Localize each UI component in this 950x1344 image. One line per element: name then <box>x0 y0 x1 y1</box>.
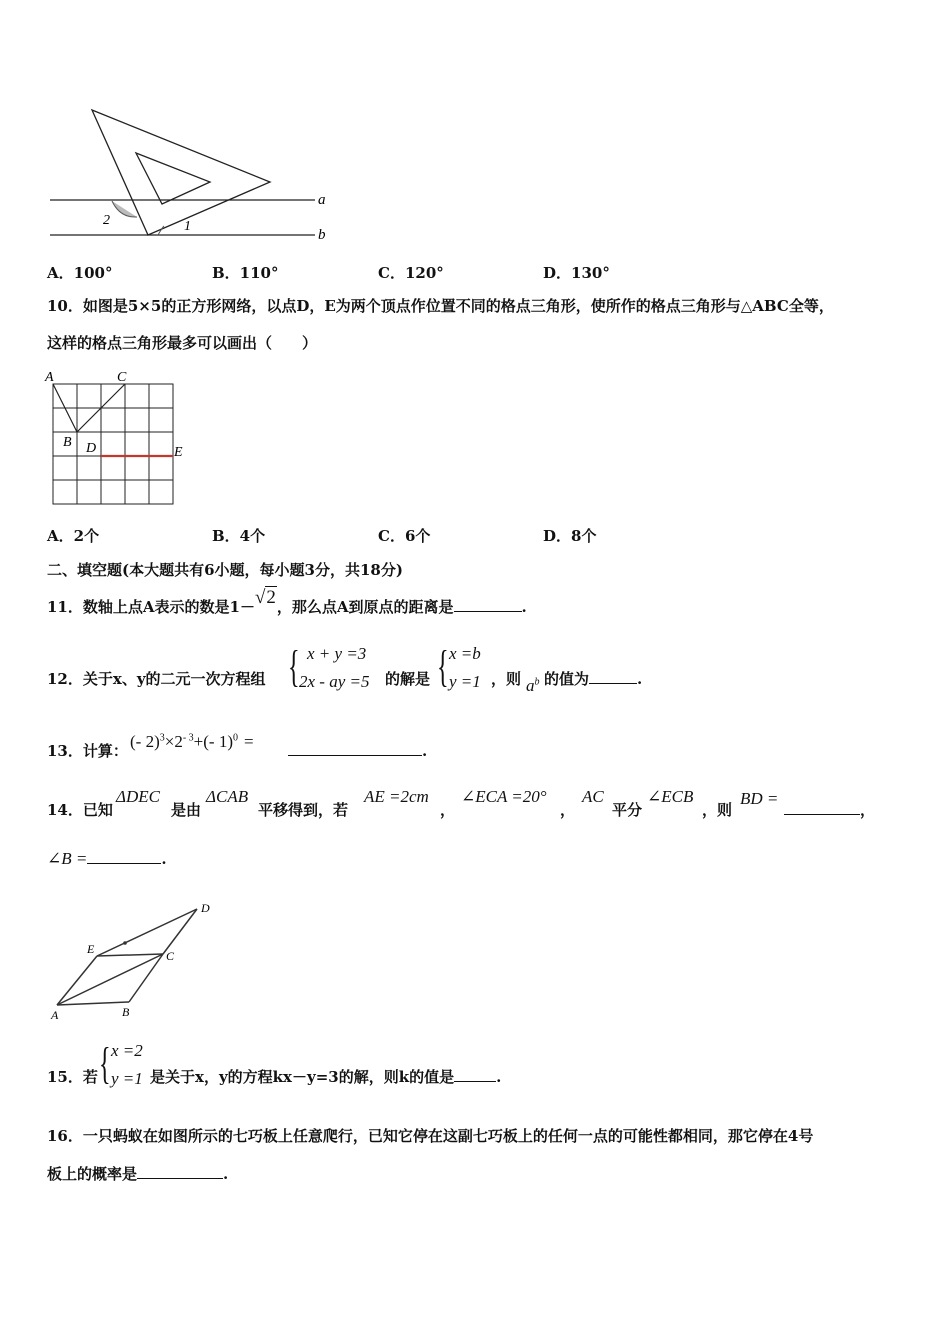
triangle-ruler-outer <box>92 110 270 235</box>
q9-option-d: D．130° <box>543 264 610 282</box>
q11-prefix: 11．数轴上点A表示的数是1－ <box>47 598 255 616</box>
segment-ae <box>57 956 97 1005</box>
q14-figure <box>45 898 225 1023</box>
label-B: B <box>63 435 72 450</box>
label-C: C <box>117 370 127 385</box>
label-D: D <box>86 441 97 456</box>
q13-exp2: - 3 <box>182 732 194 744</box>
q14-w3: 平分 <box>612 801 643 819</box>
q12-solution-brace: { <box>437 642 449 691</box>
q14-comma3: ， <box>860 801 876 819</box>
q16-line2-text: 板上的概率是 <box>47 1165 138 1183</box>
label-A: A <box>45 370 54 385</box>
q13-prefix: 13．计算： <box>47 742 128 760</box>
q11-end: . <box>521 598 527 616</box>
segment-ac <box>57 954 163 1005</box>
q11-suffix: ，那么点A到原点的距离是 <box>276 598 454 616</box>
q14-cond-eca: ∠ECA =20° <box>461 787 547 806</box>
q14-bd: BD = <box>740 789 779 808</box>
q12-suffix: 的值为 <box>544 670 590 688</box>
q14-prefix: 14．已知 <box>47 801 113 819</box>
q14-blank2[interactable] <box>87 849 161 864</box>
q12-exp: b <box>534 676 540 688</box>
label-A: A <box>51 1008 59 1022</box>
q14-triangle-dec: ΔDEC <box>116 787 160 806</box>
q13-exp1: 3 <box>159 732 165 744</box>
section-2-heading: 二、填空题(本大题共有6小题，每小题3分，共18分) <box>47 561 403 579</box>
segment-bc <box>129 954 163 1002</box>
q14-line2 <box>47 849 167 869</box>
q13-blank[interactable] <box>288 741 422 756</box>
q12-eq2: 2x - ay =5 <box>299 672 370 691</box>
q13-times: ×2 <box>164 732 183 751</box>
q12-system-brace: { <box>288 642 300 691</box>
q9-option-c: C．120° <box>378 264 444 282</box>
q10-option-b: B．4个 <box>212 527 266 545</box>
segment-ed <box>97 909 197 956</box>
q13-expression <box>130 732 254 752</box>
q10-line1: 10．如图是5×5的正方形网络，以点D，E为两个顶点作位置不同的格点三角形，使所作的格点三角形与△ABC全等， <box>47 297 834 315</box>
q14-blank1[interactable] <box>784 800 860 815</box>
q12-power <box>526 676 540 696</box>
label-b: b <box>318 227 326 243</box>
label-2: 2 <box>103 213 110 228</box>
label-1: 1 <box>184 219 191 234</box>
q10-grid-figure <box>40 366 200 511</box>
q14-comma1: ， <box>440 801 456 819</box>
q13-plus: +(- 1) <box>193 732 233 751</box>
q12-then: ，则 <box>491 670 522 688</box>
triangle-ruler-inner <box>136 153 210 204</box>
q16-blank[interactable] <box>137 1164 223 1179</box>
segment-dc <box>163 909 197 954</box>
q12-base: a <box>526 676 535 695</box>
q10-option-a: A．2个 <box>47 527 100 545</box>
q15-end: . <box>496 1068 502 1086</box>
q12-mid: 的解是 <box>385 670 431 688</box>
q15-blank[interactable] <box>454 1067 496 1082</box>
q12-sol1: x =b <box>449 644 481 663</box>
q15-brace: { <box>99 1039 111 1088</box>
q15-suffix: 是关于x，y的方程kx－y=3的解，则k的值是 <box>150 1068 455 1086</box>
q14-angle-b: ∠B = <box>47 849 88 868</box>
q16-end: . <box>223 1165 229 1183</box>
segment-ec <box>97 954 163 956</box>
q15-prefix: 15．若 <box>47 1068 98 1086</box>
q14-triangle-cab: ΔCAB <box>206 787 249 806</box>
q10-option-c: C．6个 <box>378 527 431 545</box>
q11 <box>47 587 527 617</box>
q14-w4: ，则 <box>702 801 733 819</box>
dot-on-ed <box>123 941 127 945</box>
q9-option-b: B．110° <box>212 264 279 282</box>
q12-blank[interactable] <box>589 669 637 684</box>
q12-prefix: 12．关于x、y的二元一次方程组 <box>47 670 266 688</box>
q10-option-d: D．8个 <box>543 527 597 545</box>
label-C: C <box>166 949 175 963</box>
q10-line2: 这样的格点三角形最多可以画出（ ） <box>47 334 318 352</box>
label-E: E <box>87 942 95 956</box>
label-D: D <box>201 901 210 915</box>
q13-blank-line <box>288 741 427 761</box>
q15-suffix-line <box>150 1067 501 1087</box>
q14-cond-ae: AE =2cm <box>364 787 429 806</box>
label-B: B <box>122 1005 130 1019</box>
q13-end: . <box>422 742 428 760</box>
q14-cond-ac: AC <box>582 787 604 806</box>
q11-sqrt: √2 <box>254 587 276 608</box>
q14-cond-ecb: ∠ECB <box>647 787 694 806</box>
label-a: a <box>318 192 326 208</box>
q15-eq1: x =2 <box>111 1041 143 1060</box>
segment-ab <box>57 1002 129 1005</box>
q11-blank[interactable] <box>454 597 522 612</box>
q12-eq1: x + y =3 <box>307 644 367 663</box>
q15-eq2: y =1 <box>111 1069 143 1088</box>
label-E: E <box>174 445 183 460</box>
q12-sol2: y =1 <box>449 672 481 691</box>
q11-radicand: 2 <box>266 587 276 608</box>
q13-eq: = <box>244 732 254 751</box>
q13-exp3: 0 <box>233 732 238 744</box>
q14-comma2: ， <box>560 801 576 819</box>
q14-blank1-line <box>784 800 875 820</box>
q9-option-a: A．100° <box>47 264 113 282</box>
q16-line1: 16．一只蚂蚁在如图所示的七巧板上任意爬行，已知它停在这副七巧板上的任何一点的可能性都相同，那它停在4号 <box>47 1127 814 1145</box>
q14-w2: 平移得到，若 <box>258 801 349 819</box>
q13-base1: (- 2) <box>130 732 160 751</box>
q9-figure <box>40 100 340 245</box>
q14-end: . <box>161 850 167 868</box>
q12-end: . <box>637 670 643 688</box>
q12-suffix-line <box>544 669 642 689</box>
q14-w1: 是由 <box>171 801 202 819</box>
q16-line2 <box>47 1164 228 1184</box>
